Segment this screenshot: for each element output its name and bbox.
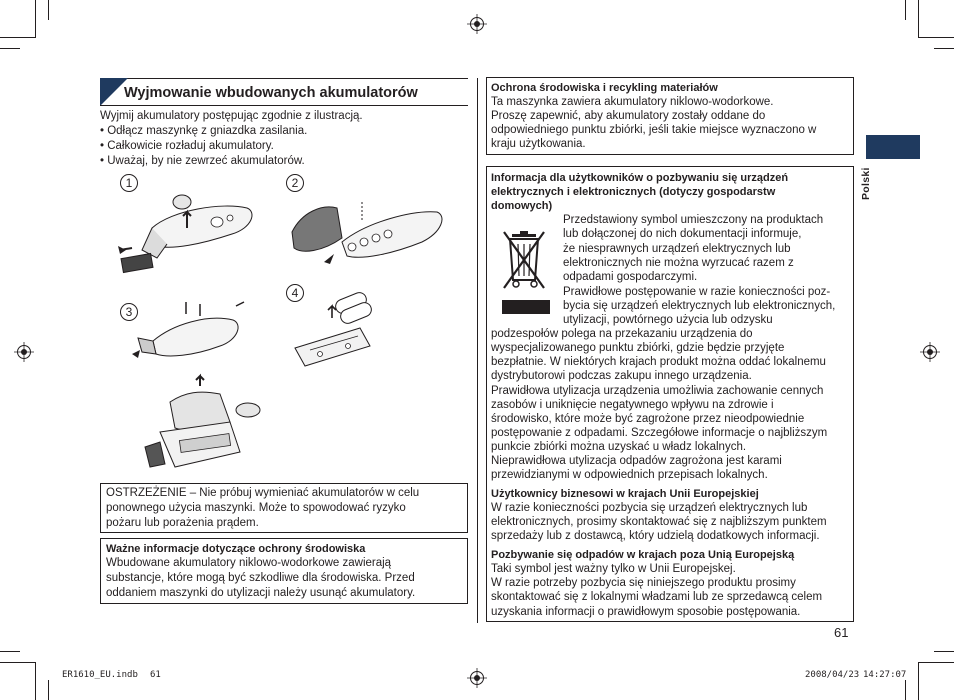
step-item: • Całkowicie rozładuj akumulatory. bbox=[100, 140, 274, 152]
disposal-line: Nieprawidłowa utylizacja odpadów zagrożona jest karami bbox=[491, 455, 782, 467]
disposal-line: lub dołączonej do nich dokumentacji informuje, bbox=[563, 228, 802, 240]
env-info-title: Ważne informacje dotyczące ochrony środowiska bbox=[106, 543, 366, 555]
disposal-line: zasobów i uniknięcie negatywnego wpływu na zdrowie i bbox=[491, 399, 774, 411]
disposal-line: punkcie zbiórki można uzyskać u władz lokalnych. bbox=[491, 441, 747, 453]
disposal-line: Prawidłowa utylizacja urządzenia umożliwia zachowanie cennych bbox=[491, 385, 824, 397]
crop-mark bbox=[48, 680, 49, 700]
warning-line: OSTRZEŻENIE – Nie próbuj wymieniać akumulatorów w celu bbox=[106, 487, 420, 499]
disposal-title-line: Informacja dla użytkowników o pozbywaniu się urządzeń bbox=[491, 172, 789, 184]
column-divider bbox=[477, 78, 478, 623]
business-line: elektronicznych, prosimy skontaktować się z najbliższym punktem bbox=[491, 516, 827, 528]
crop-mark bbox=[918, 0, 919, 38]
business-title: Użytkownicy biznesowi w krajach Unii Europejskiej bbox=[491, 488, 759, 500]
crop-mark bbox=[905, 680, 906, 700]
protection-line: kraju użytkowania. bbox=[491, 138, 586, 150]
warning-line: ponownego użycia maszynki. Może to spowodować ryzyko bbox=[106, 502, 406, 514]
outside-eu-line: Taki symbol jest ważny tylko w Unii Europejskej. bbox=[491, 563, 736, 575]
footer-file: ER1610_EU.indb bbox=[62, 670, 138, 680]
crop-mark bbox=[0, 662, 35, 663]
disposal-line: Przedstawiony symbol umieszczony na produktach bbox=[563, 214, 824, 226]
crop-mark bbox=[0, 651, 20, 652]
crop-mark bbox=[35, 662, 36, 700]
language-label: Polski bbox=[860, 167, 872, 200]
disposal-line: przewidzianymi w odpowiednich przepisach lokalnych. bbox=[491, 469, 768, 481]
disposal-line: odpadami gospodarczymi. bbox=[563, 271, 698, 283]
shaver-illustration-1 bbox=[112, 188, 262, 278]
disposal-line: dystrybutorowi podczas zakupu innego urządzenia. bbox=[491, 370, 752, 382]
shaver-illustration-4 bbox=[290, 288, 400, 373]
figure-number: 2 bbox=[286, 174, 304, 192]
crop-mark bbox=[934, 651, 954, 652]
env-info-line: Wbudowane akumulatory niklowo-wodorkowe zawierają bbox=[106, 557, 392, 569]
crop-mark bbox=[0, 48, 20, 49]
section-title-text: Wyjmowanie wbudowanych akumulatorów bbox=[124, 85, 418, 101]
crop-mark bbox=[0, 37, 35, 38]
crop-mark bbox=[48, 0, 49, 20]
language-tab bbox=[866, 135, 920, 159]
footer-date: 2008/04/23 bbox=[805, 670, 860, 680]
step-item: • Odłącz maszynkę z gniazdka zasilania. bbox=[100, 125, 308, 137]
disposal-line: bezpłatnie. W niektórych krajach produkt można oddać lokalnemu bbox=[491, 356, 826, 368]
outside-eu-line: skontaktować się z lokalnymi władzami lub ze sprzedawcą celem bbox=[491, 591, 823, 603]
shaver-illustration-2 bbox=[282, 192, 452, 277]
crop-mark bbox=[905, 0, 906, 20]
disposal-line: środowisko, które może być zagrożone przez nieodpowiednie bbox=[491, 413, 805, 425]
warning-line: pożaru lub porażenia prądem. bbox=[106, 517, 259, 529]
shaver-illustration-3 bbox=[128, 296, 253, 366]
protection-title: Ochrona środowiska i recykling materiałów bbox=[491, 82, 718, 94]
figure-number: 4 bbox=[286, 284, 304, 302]
page-number: 61 bbox=[834, 625, 849, 640]
env-info-line: oddaniem maszynki do utylizacji należy usunąć akumulatory. bbox=[106, 587, 416, 599]
disposal-line: podzespołów polega na przekazaniu urządzenia do bbox=[491, 328, 753, 340]
disposal-line: wyspecjalizowanego punktu zbiórki, gdzie będzie przyjęte bbox=[491, 342, 785, 354]
disposal-line: Prawidłowe postępowanie w razie konieczności poz- bbox=[563, 286, 831, 298]
crop-mark bbox=[919, 662, 954, 663]
disposal-line: bycia się urządzeń elektrycznych lub elektronicznych, bbox=[563, 300, 836, 312]
intro-text: Wyjmij akumulatory postępując zgodnie z ilustracją. bbox=[100, 110, 363, 122]
env-info-line: substancje, które mogą być szkodliwe dla środowiska. Przed bbox=[106, 572, 415, 584]
disposal-line: elektronicznych nie można wyrzucać razem z bbox=[563, 257, 794, 269]
outside-eu-line: W razie potrzeby pozbycia się niniejszego produktu prosimy bbox=[491, 577, 796, 589]
registration-mark-icon bbox=[467, 14, 487, 34]
figure-number: 3 bbox=[120, 303, 138, 321]
disposal-line: że niesprawnych urządzeń elektrycznych lub bbox=[563, 243, 791, 255]
footer-time: 14:27:07 bbox=[863, 670, 907, 680]
step-item: • Uważaj, by nie zewrzeć akumulatorów. bbox=[100, 155, 305, 167]
shaver-illustration-3b bbox=[140, 372, 265, 477]
disposal-line: postępowanie z odpadami. Szczegółowe informacje o najbliższym bbox=[491, 427, 828, 439]
crop-mark bbox=[35, 0, 36, 38]
registration-mark-icon bbox=[920, 342, 940, 362]
crop-mark bbox=[918, 662, 919, 700]
protection-line: Ta maszynka zawiera akumulatory niklowo-wodorkowe. bbox=[491, 96, 774, 108]
protection-line: odpowiedniego punktu zbiórki, jeśli takie miejsce wyznaczono w bbox=[491, 124, 817, 136]
outside-eu-line: uzyskania informacji o prawidłowym sposobie postępowania. bbox=[491, 606, 801, 618]
disposal-title-line: elektrycznych i elektronicznych (dotyczy gospodarstw bbox=[491, 186, 776, 198]
registration-mark-icon bbox=[14, 342, 34, 362]
business-line: sprzedaży lub z dostawcą, który udzielą dodatkowych informacji. bbox=[491, 530, 820, 542]
disposal-line: utylizacji, powtórnego użycia lub odzysku bbox=[563, 314, 773, 326]
business-line: W razie konieczności pozbycia się urządzeń elektrycznych lub bbox=[491, 502, 808, 514]
section-title bbox=[100, 78, 468, 106]
crop-mark bbox=[919, 37, 954, 38]
disposal-title-line: domowych) bbox=[491, 200, 553, 212]
crossed-out-bin-icon bbox=[500, 228, 552, 314]
outside-eu-title: Pozbywanie się odpadów w krajach poza Unią Europejską bbox=[491, 549, 795, 561]
crop-mark bbox=[934, 48, 954, 49]
protection-line: Proszę zapewnić, aby akumulatory zostały oddane do bbox=[491, 110, 766, 122]
figure-number: 1 bbox=[120, 174, 138, 192]
footer-file-page: 61 bbox=[150, 670, 161, 680]
registration-mark-icon bbox=[467, 668, 487, 688]
